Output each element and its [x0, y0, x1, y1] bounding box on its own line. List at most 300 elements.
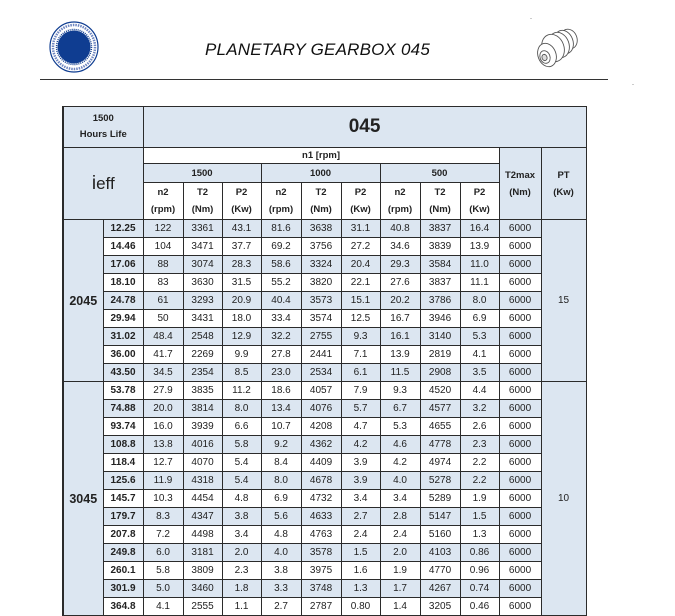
- value-cell: 31.1: [341, 220, 380, 238]
- value-cell: 5.7: [341, 400, 380, 418]
- ieff-symbol: i: [91, 172, 97, 194]
- value-cell: 5.3: [380, 418, 420, 436]
- value-cell: 3205: [420, 598, 460, 616]
- planetary-gearbox-icon: [533, 25, 581, 71]
- column-header-p2-1000: [341, 183, 380, 220]
- value-cell: 4103: [420, 544, 460, 562]
- value-cell: 3835: [183, 382, 222, 400]
- value-cell: 4520: [420, 382, 460, 400]
- value-cell: 5.4: [222, 472, 261, 490]
- value-cell: 2269: [183, 346, 222, 364]
- column-name: P2: [235, 187, 248, 198]
- column-name: T2: [315, 187, 327, 198]
- column-header-t2-500: [420, 183, 460, 220]
- company-seal-logo-icon: [48, 21, 100, 73]
- value-cell: 11.2: [222, 382, 261, 400]
- table-row: [63, 508, 586, 526]
- value-cell: 6.0: [143, 544, 183, 562]
- value-cell: 2.3: [222, 562, 261, 580]
- ratio-cell: 36.00: [103, 346, 143, 364]
- column-unit: (Nm): [429, 204, 451, 215]
- value-cell: 1.1: [222, 598, 261, 616]
- t2max-cell: 6000: [499, 400, 541, 418]
- value-cell: 5.3: [460, 328, 499, 346]
- value-cell: 2354: [183, 364, 222, 382]
- page-title: PLANETARY GEARBOX 045: [205, 40, 430, 59]
- value-cell: 1.3: [460, 526, 499, 544]
- value-cell: 3324: [301, 256, 341, 274]
- t2max-cell: 6000: [499, 562, 541, 580]
- value-cell: 4.6: [380, 436, 420, 454]
- value-cell: 104: [143, 238, 183, 256]
- value-cell: 4267: [420, 580, 460, 598]
- value-cell: 40.4: [261, 292, 301, 310]
- value-cell: 1.7: [380, 580, 420, 598]
- value-cell: 3.4: [380, 490, 420, 508]
- ratio-cell: 43.50: [103, 364, 143, 382]
- value-cell: 2.0: [222, 544, 261, 562]
- value-cell: 7.9: [341, 382, 380, 400]
- t2max-header: [499, 148, 541, 220]
- value-cell: 4.2: [341, 436, 380, 454]
- value-cell: 2.0: [380, 544, 420, 562]
- value-cell: 11.0: [460, 256, 499, 274]
- value-cell: 3.8: [222, 508, 261, 526]
- ratio-cell: 249.8: [103, 544, 143, 562]
- t2max-cell: 6000: [499, 472, 541, 490]
- value-cell: 4.8: [222, 490, 261, 508]
- value-cell: 5.8: [143, 562, 183, 580]
- t2max-cell: 6000: [499, 508, 541, 526]
- value-cell: 4076: [301, 400, 341, 418]
- value-cell: 41.7: [143, 346, 183, 364]
- value-cell: 13.9: [380, 346, 420, 364]
- value-cell: 8.0: [222, 400, 261, 418]
- value-cell: 6.6: [222, 418, 261, 436]
- value-cell: 12.7: [143, 454, 183, 472]
- value-cell: 61: [143, 292, 183, 310]
- ratio-cell: 260.1: [103, 562, 143, 580]
- value-cell: 3638: [301, 220, 341, 238]
- value-cell: 43.1: [222, 220, 261, 238]
- value-cell: 4655: [420, 418, 460, 436]
- value-cell: 4778: [420, 436, 460, 454]
- value-cell: 4633: [301, 508, 341, 526]
- value-cell: 23.0: [261, 364, 301, 382]
- value-cell: 7.2: [143, 526, 183, 544]
- value-cell: 9.3: [341, 328, 380, 346]
- ratio-cell: 118.4: [103, 454, 143, 472]
- ratio-cell: 93.74: [103, 418, 143, 436]
- value-cell: 13.9: [460, 238, 499, 256]
- value-cell: 37.7: [222, 238, 261, 256]
- ratio-cell: 364.8: [103, 598, 143, 616]
- value-cell: 4498: [183, 526, 222, 544]
- model-number: 045: [143, 107, 586, 148]
- table-row: [63, 310, 586, 328]
- value-cell: 3431: [183, 310, 222, 328]
- value-cell: 6.1: [341, 364, 380, 382]
- value-cell: 4732: [301, 490, 341, 508]
- value-cell: 1.9: [380, 562, 420, 580]
- table-row: [63, 418, 586, 436]
- value-cell: 2.7: [341, 508, 380, 526]
- value-cell: 27.6: [380, 274, 420, 292]
- header-divider: [40, 79, 608, 80]
- table-row: [63, 292, 586, 310]
- value-cell: 2.3: [460, 436, 499, 454]
- t2max-cell: 6000: [499, 418, 541, 436]
- t2max-cell: 6000: [499, 382, 541, 400]
- value-cell: 3939: [183, 418, 222, 436]
- value-cell: 1.6: [341, 562, 380, 580]
- value-cell: 3.8: [261, 562, 301, 580]
- value-cell: 22.1: [341, 274, 380, 292]
- ratio-cell: 301.9: [103, 580, 143, 598]
- ieff-header: [63, 148, 143, 220]
- value-cell: 1.3: [341, 580, 380, 598]
- column-header-p2-1500: [222, 183, 261, 220]
- value-cell: 3837: [420, 220, 460, 238]
- value-cell: 4.1: [143, 598, 183, 616]
- column-name: n2: [157, 187, 169, 198]
- hours-life-label: Hours Life: [79, 129, 127, 140]
- t2max-cell: 6000: [499, 544, 541, 562]
- value-cell: 2.4: [380, 526, 420, 544]
- value-cell: 33.4: [261, 310, 301, 328]
- table-row: [63, 400, 586, 418]
- column-header-t2-1500: [183, 183, 222, 220]
- column-name: P2: [473, 187, 486, 198]
- table-row: [63, 346, 586, 364]
- column-name: P2: [354, 187, 367, 198]
- speed-header-500: 500: [380, 164, 499, 183]
- value-cell: 11.9: [143, 472, 183, 490]
- value-cell: 5.8: [222, 436, 261, 454]
- value-cell: 3573: [301, 292, 341, 310]
- value-cell: 20.2: [380, 292, 420, 310]
- value-cell: 16.0: [143, 418, 183, 436]
- value-cell: 4409: [301, 454, 341, 472]
- ratio-cell: 53.78: [103, 382, 143, 400]
- ratio-cell: 14.46: [103, 238, 143, 256]
- value-cell: 31.5: [222, 274, 261, 292]
- value-cell: 12.5: [341, 310, 380, 328]
- value-cell: 9.3: [380, 382, 420, 400]
- value-cell: 69.2: [261, 238, 301, 256]
- ratio-cell: 31.02: [103, 328, 143, 346]
- value-cell: 4.0: [261, 544, 301, 562]
- value-cell: 16.1: [380, 328, 420, 346]
- column-header-p2-500: [460, 183, 499, 220]
- ratio-cell: 125.6: [103, 472, 143, 490]
- value-cell: 27.2: [341, 238, 380, 256]
- ratio-cell: 29.94: [103, 310, 143, 328]
- column-unit: (Nm): [310, 204, 332, 215]
- t2max-cell: 6000: [499, 292, 541, 310]
- table-row: [63, 580, 586, 598]
- table-row: [63, 436, 586, 454]
- ratio-cell: 12.25: [103, 220, 143, 238]
- value-cell: 55.2: [261, 274, 301, 292]
- value-cell: 3181: [183, 544, 222, 562]
- value-cell: 4.8: [261, 526, 301, 544]
- value-cell: 3748: [301, 580, 341, 598]
- value-cell: 48.4: [143, 328, 183, 346]
- t2max-cell: 6000: [499, 364, 541, 382]
- value-cell: 3630: [183, 274, 222, 292]
- column-unit: (rpm): [268, 204, 294, 215]
- gearbox-spec-table: [62, 106, 587, 616]
- value-cell: 5.6: [261, 508, 301, 526]
- value-cell: 0.86: [460, 544, 499, 562]
- value-cell: 3.3: [261, 580, 301, 598]
- value-cell: 3946: [420, 310, 460, 328]
- value-cell: 2.7: [261, 598, 301, 616]
- value-cell: 2534: [301, 364, 341, 382]
- value-cell: 32.2: [261, 328, 301, 346]
- value-cell: 1.5: [460, 508, 499, 526]
- t2max-cell: 6000: [499, 436, 541, 454]
- value-cell: 20.4: [341, 256, 380, 274]
- ratio-cell: 145.7: [103, 490, 143, 508]
- value-cell: 3140: [420, 328, 460, 346]
- value-cell: 15.1: [341, 292, 380, 310]
- value-cell: 10.3: [143, 490, 183, 508]
- value-cell: 4974: [420, 454, 460, 472]
- table-row: [63, 364, 586, 382]
- column-name: n2: [275, 187, 287, 198]
- value-cell: 3837: [420, 274, 460, 292]
- value-cell: 29.3: [380, 256, 420, 274]
- value-cell: 8.4: [261, 454, 301, 472]
- artifact-dot: [530, 18, 532, 19]
- pt-header: [541, 148, 586, 220]
- value-cell: 8.5: [222, 364, 261, 382]
- value-cell: 3578: [301, 544, 341, 562]
- value-cell: 20.9: [222, 292, 261, 310]
- column-unit: (Kw): [350, 204, 371, 215]
- table-row: [63, 526, 586, 544]
- table-row: [63, 490, 586, 508]
- table-row: [63, 544, 586, 562]
- value-cell: 122: [143, 220, 183, 238]
- ratio-cell: 74.88: [103, 400, 143, 418]
- value-cell: 16.4: [460, 220, 499, 238]
- table-row: [63, 256, 586, 274]
- value-cell: 3074: [183, 256, 222, 274]
- value-cell: 8.3: [143, 508, 183, 526]
- t2max-unit: (Nm): [509, 186, 531, 198]
- table-row: [63, 220, 586, 238]
- pt-value-cell: 10: [541, 382, 586, 616]
- value-cell: 3361: [183, 220, 222, 238]
- value-cell: 3.9: [341, 472, 380, 490]
- value-cell: 1.8: [222, 580, 261, 598]
- value-cell: 2755: [301, 328, 341, 346]
- value-cell: 9.9: [222, 346, 261, 364]
- value-cell: 4016: [183, 436, 222, 454]
- value-cell: 5289: [420, 490, 460, 508]
- hours-life-cell: [63, 107, 143, 148]
- column-unit: (rpm): [150, 204, 176, 215]
- value-cell: 4347: [183, 508, 222, 526]
- ieff-subscript: eff: [96, 173, 115, 193]
- t2max-cell: 6000: [499, 274, 541, 292]
- value-cell: 4070: [183, 454, 222, 472]
- pt-value-cell: 15: [541, 220, 586, 382]
- value-cell: 0.46: [460, 598, 499, 616]
- n1-rpm-header: n1 [rpm]: [143, 148, 499, 164]
- value-cell: 2.2: [460, 454, 499, 472]
- ratio-cell: 18.10: [103, 274, 143, 292]
- value-cell: 3471: [183, 238, 222, 256]
- page-header: [0, 0, 675, 82]
- value-cell: 4678: [301, 472, 341, 490]
- column-unit: (Nm): [191, 204, 214, 215]
- value-cell: 4.0: [380, 472, 420, 490]
- value-cell: 18.0: [222, 310, 261, 328]
- value-cell: 3839: [420, 238, 460, 256]
- t2max-cell: 6000: [499, 256, 541, 274]
- t2max-cell: 6000: [499, 580, 541, 598]
- hours-life-value: 1500: [92, 113, 114, 124]
- value-cell: 8.0: [261, 472, 301, 490]
- value-cell: 18.6: [261, 382, 301, 400]
- value-cell: 4208: [301, 418, 341, 436]
- value-cell: 3584: [420, 256, 460, 274]
- value-cell: 16.7: [380, 310, 420, 328]
- value-cell: 4.2: [380, 454, 420, 472]
- pt-unit: (Kw): [553, 186, 574, 198]
- value-cell: 5.0: [143, 580, 183, 598]
- value-cell: 27.9: [143, 382, 183, 400]
- column-name: T2: [196, 187, 209, 198]
- value-cell: 1.5: [341, 544, 380, 562]
- value-cell: 1.4: [380, 598, 420, 616]
- value-cell: 2441: [301, 346, 341, 364]
- model-group-label: 2045: [63, 220, 103, 382]
- value-cell: 8.0: [460, 292, 499, 310]
- value-cell: 10.7: [261, 418, 301, 436]
- value-cell: 4.4: [460, 382, 499, 400]
- value-cell: 3293: [183, 292, 222, 310]
- column-unit: (Kw): [231, 204, 252, 215]
- speed-header-1000: 1000: [261, 164, 380, 183]
- value-cell: 4.7: [341, 418, 380, 436]
- value-cell: 12.9: [222, 328, 261, 346]
- value-cell: 0.74: [460, 580, 499, 598]
- ratio-cell: 17.06: [103, 256, 143, 274]
- value-cell: 5278: [420, 472, 460, 490]
- table-row: [63, 328, 586, 346]
- value-cell: 83: [143, 274, 183, 292]
- value-cell: 6.9: [261, 490, 301, 508]
- t2max-cell: 6000: [499, 598, 541, 616]
- column-header-n2-500: [380, 183, 420, 220]
- value-cell: 88: [143, 256, 183, 274]
- value-cell: 3.2: [460, 400, 499, 418]
- value-cell: 5.4: [222, 454, 261, 472]
- value-cell: 2.8: [380, 508, 420, 526]
- value-cell: 5160: [420, 526, 460, 544]
- value-cell: 2819: [420, 346, 460, 364]
- value-cell: 4.1: [460, 346, 499, 364]
- ratio-cell: 24.78: [103, 292, 143, 310]
- value-cell: 11.1: [460, 274, 499, 292]
- value-cell: 9.2: [261, 436, 301, 454]
- value-cell: 4763: [301, 526, 341, 544]
- ratio-cell: 108.8: [103, 436, 143, 454]
- ratio-cell: 179.7: [103, 508, 143, 526]
- table-row: [63, 238, 586, 256]
- value-cell: 4770: [420, 562, 460, 580]
- value-cell: 1.9: [460, 490, 499, 508]
- value-cell: 2548: [183, 328, 222, 346]
- table-row: [63, 472, 586, 490]
- value-cell: 2.6: [460, 418, 499, 436]
- value-cell: 3756: [301, 238, 341, 256]
- column-header-n2-1500: [143, 183, 183, 220]
- value-cell: 3574: [301, 310, 341, 328]
- value-cell: 6.7: [380, 400, 420, 418]
- t2max-label: T2max: [504, 169, 536, 181]
- t2max-cell: 6000: [499, 346, 541, 364]
- table-row: [63, 562, 586, 580]
- value-cell: 4362: [301, 436, 341, 454]
- value-cell: 27.8: [261, 346, 301, 364]
- value-cell: 4318: [183, 472, 222, 490]
- t2max-cell: 6000: [499, 490, 541, 508]
- value-cell: 3809: [183, 562, 222, 580]
- value-cell: 7.1: [341, 346, 380, 364]
- value-cell: 28.3: [222, 256, 261, 274]
- value-cell: 13.4: [261, 400, 301, 418]
- value-cell: 2.2: [460, 472, 499, 490]
- value-cell: 3.4: [222, 526, 261, 544]
- value-cell: 3.9: [341, 454, 380, 472]
- ratio-cell: 207.8: [103, 526, 143, 544]
- value-cell: 81.6: [261, 220, 301, 238]
- t2max-cell: 6000: [499, 238, 541, 256]
- value-cell: 3975: [301, 562, 341, 580]
- value-cell: 3786: [420, 292, 460, 310]
- value-cell: 2787: [301, 598, 341, 616]
- value-cell: 34.6: [380, 238, 420, 256]
- value-cell: 2555: [183, 598, 222, 616]
- value-cell: 3.5: [460, 364, 499, 382]
- value-cell: 20.0: [143, 400, 183, 418]
- column-name: T2: [434, 187, 446, 198]
- value-cell: 3.4: [341, 490, 380, 508]
- value-cell: 13.8: [143, 436, 183, 454]
- value-cell: 4057: [301, 382, 341, 400]
- value-cell: 2908: [420, 364, 460, 382]
- column-unit: (Kw): [469, 204, 490, 215]
- table-row: [63, 454, 586, 472]
- t2max-cell: 6000: [499, 220, 541, 238]
- artifact-dot: [632, 84, 634, 85]
- column-unit: (rpm): [387, 204, 413, 215]
- value-cell: 3460: [183, 580, 222, 598]
- value-cell: 11.5: [380, 364, 420, 382]
- column-header-n2-1000: [261, 183, 301, 220]
- value-cell: 4577: [420, 400, 460, 418]
- model-group-label: 3045: [63, 382, 103, 616]
- table-row: [63, 274, 586, 292]
- value-cell: 0.80: [341, 598, 380, 616]
- value-cell: 3814: [183, 400, 222, 418]
